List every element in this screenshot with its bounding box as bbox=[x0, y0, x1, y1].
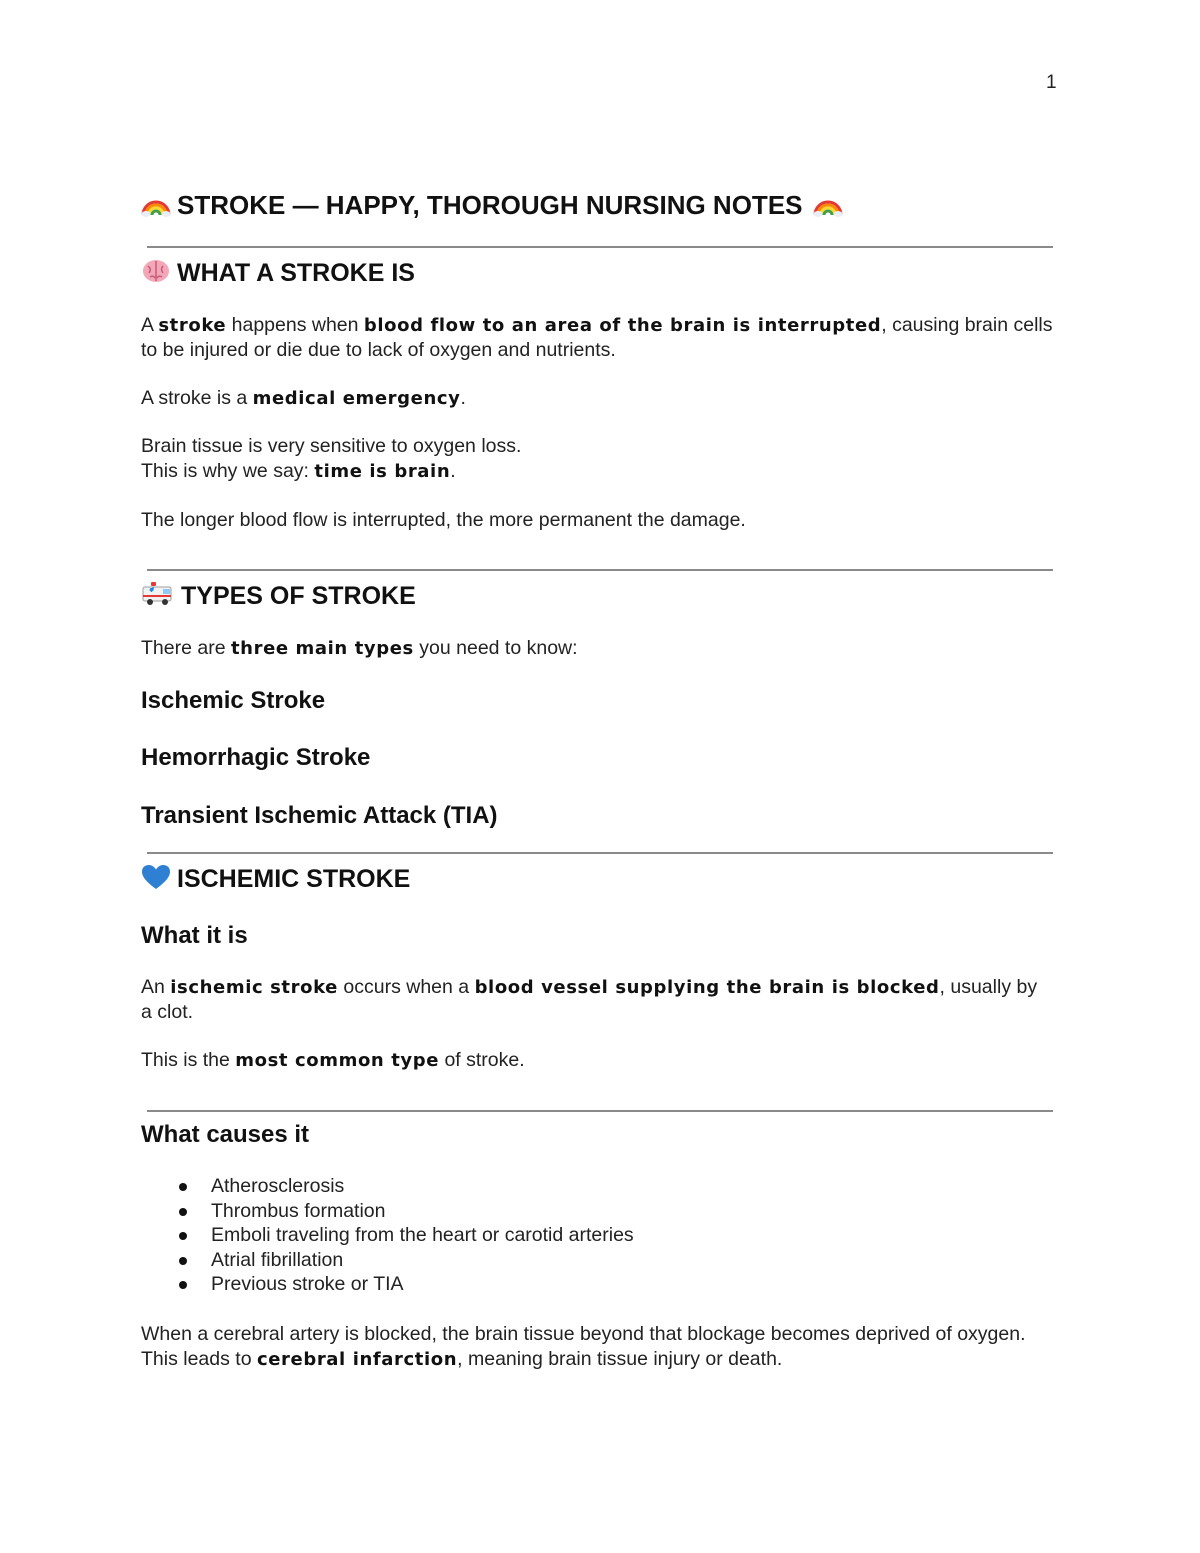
section-heading-ischemic: ISCHEMIC STROKE bbox=[141, 864, 410, 897]
stroke-type-tia: Transient Ischemic Attack (TIA) bbox=[141, 802, 498, 829]
ambulance-icon bbox=[141, 581, 175, 614]
paragraph-most-common: This is the most common type of stroke. bbox=[141, 1049, 525, 1071]
paragraph-permanent-damage: The longer blood flow is interrupted, the more permanent the damage. bbox=[141, 509, 746, 531]
title-text: STROKE — HAPPY, THOROUGH NURSING NOTES bbox=[177, 190, 803, 220]
section-heading-types: TYPES OF STROKE bbox=[141, 581, 416, 614]
list-item: Atherosclerosis bbox=[141, 1174, 634, 1199]
paragraph-ischemic-definition: An ischemic stroke occurs when a blood vessel supplying the brain is blocked, usually by a clot. bbox=[141, 976, 1038, 1023]
horizontal-rule bbox=[147, 1110, 1053, 1112]
paragraph-types-intro: There are three main types you need to know: bbox=[141, 637, 578, 659]
blue-heart-icon bbox=[141, 864, 171, 897]
subheading-what-it-is: What it is bbox=[141, 922, 248, 949]
paragraph-cerebral-infarction: When a cerebral artery is blocked, the brain tissue beyond that blockage becomes deprived of oxygen. This leads to cerebral infarction, meaning brain tissue injury or death. bbox=[141, 1323, 1026, 1370]
stroke-type-hemorrhagic: Hemorrhagic Stroke bbox=[141, 744, 371, 771]
section-heading-what-is: WHAT A STROKE IS bbox=[141, 258, 415, 291]
list-item: Emboli traveling from the heart or carotid arteries bbox=[141, 1223, 634, 1248]
rainbow-icon bbox=[141, 191, 171, 224]
horizontal-rule bbox=[147, 246, 1053, 248]
document-title bbox=[141, 190, 843, 224]
paragraph-medical-emergency: A stroke is a medical emergency. bbox=[141, 387, 466, 409]
subheading-what-causes-it: What causes it bbox=[141, 1121, 310, 1148]
rainbow-icon bbox=[813, 191, 843, 224]
page-number: 1 bbox=[1046, 72, 1057, 93]
list-item: Atrial fibrillation bbox=[141, 1248, 634, 1273]
brain-icon bbox=[141, 258, 171, 291]
causes-list bbox=[141, 1174, 634, 1297]
paragraph-stroke-definition: A stroke happens when blood flow to an area of the brain is interrupted, causing brain cells to be injured or die due to lack of oxygen and nutrients. bbox=[141, 314, 1053, 361]
list-item: Thrombus formation bbox=[141, 1199, 634, 1224]
horizontal-rule bbox=[147, 569, 1053, 571]
paragraph-time-is-brain: Brain tissue is very sensitive to oxygen loss. This is why we say: time is brain. bbox=[141, 435, 522, 482]
stroke-type-ischemic: Ischemic Stroke bbox=[141, 687, 326, 714]
horizontal-rule bbox=[147, 852, 1053, 854]
list-item: Previous stroke or TIA bbox=[141, 1272, 634, 1297]
